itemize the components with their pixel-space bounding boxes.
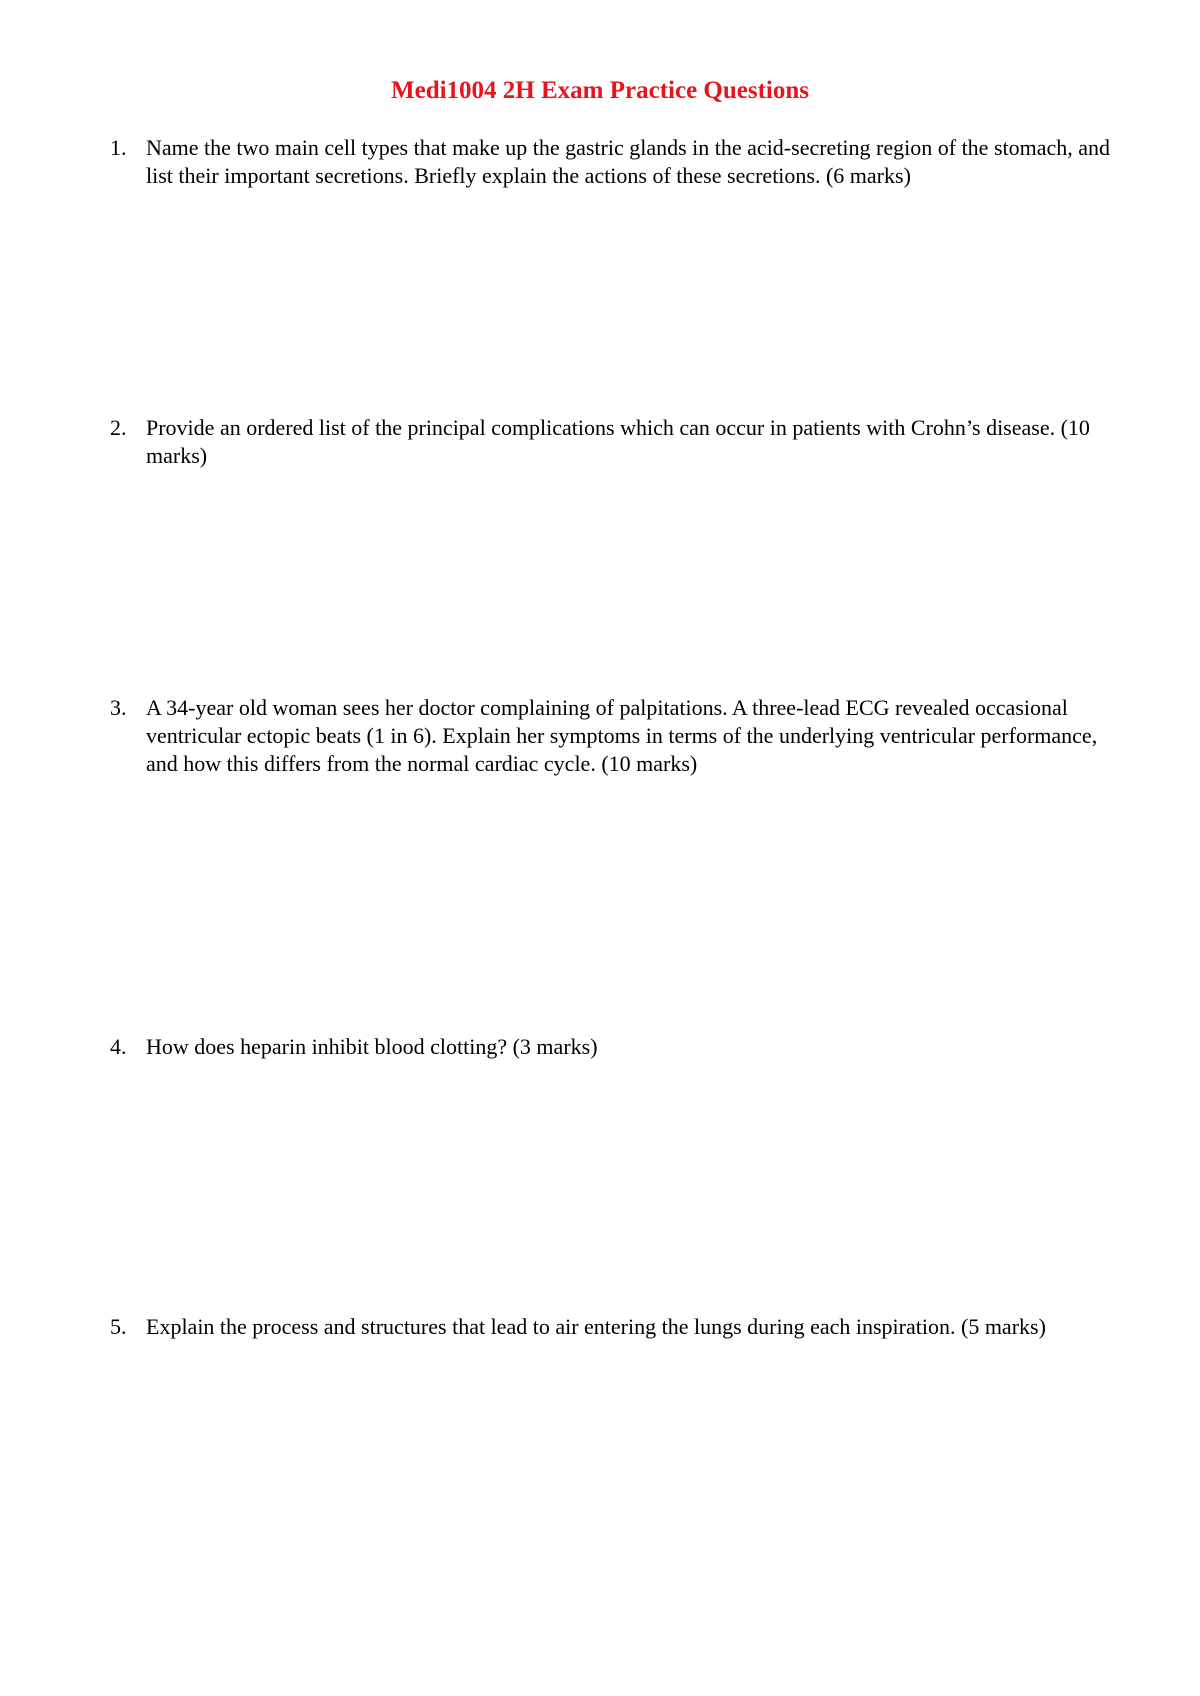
question-5 — [110, 1313, 1130, 1341]
question-number: 5. — [110, 1314, 127, 1339]
question-number: 4. — [110, 1034, 127, 1059]
question-4 — [110, 1033, 1130, 1061]
question-text: Provide an ordered list of the principal complications which can occur in patients with Crohn’s disease. (10 marks) — [146, 415, 1090, 468]
question-text: How does heparin inhibit blood clotting? (3 marks) — [146, 1034, 598, 1059]
question-3 — [110, 694, 1130, 778]
question-number: 2. — [110, 415, 127, 440]
question-number: 3. — [110, 695, 127, 720]
document-title: Medi1004 2H Exam Practice Questions — [391, 77, 809, 104]
question-text: A 34-year old woman sees her doctor complaining of palpitations. A three-lead ECG revealed occasional ventricular ectopic beats (1 in 6). Explain her symptoms in terms of the underlying ventricular performance, and how this differs from the normal cardiac cycle. (10 marks) — [146, 695, 1098, 776]
question-text: Explain the process and structures that lead to air entering the lungs during each inspiration. (5 marks) — [146, 1314, 1046, 1339]
question-2 — [110, 414, 1130, 470]
question-text: Name the two main cell types that make up the gastric glands in the acid-secreting region of the stomach, and list their important secretions. Briefly explain the actions of these secretions. (6 marks) — [146, 135, 1111, 188]
question-1 — [110, 134, 1130, 190]
question-number: 1. — [110, 135, 127, 160]
